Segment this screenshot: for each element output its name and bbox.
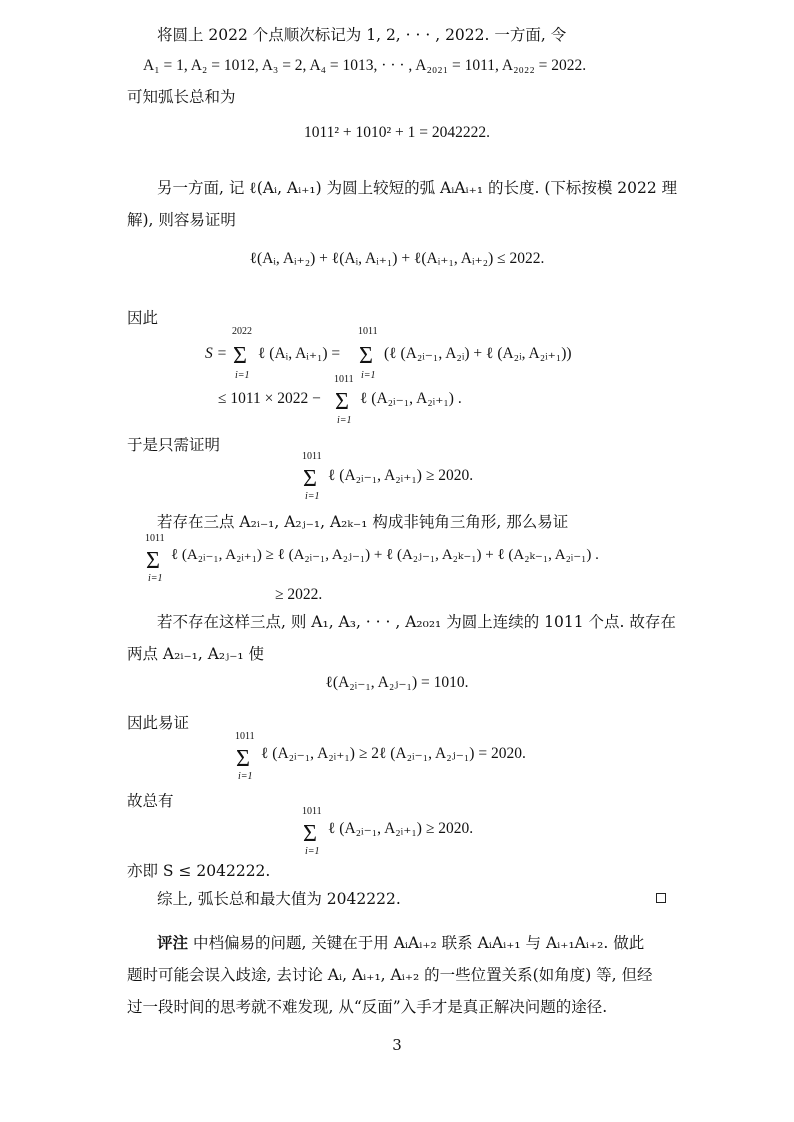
equation-easy-block — [0, 730, 794, 780]
intro-line: 将圆上 2022 个点顺次标记为 1, 2, · · · , 2022. 一方面, 令 — [157, 26, 567, 44]
arc-total-line: 可知弧长总和为 — [127, 88, 236, 106]
sum-sign: Σ — [359, 343, 373, 369]
page-number: 3 — [392, 1036, 402, 1054]
equation-always-block — [0, 805, 794, 855]
therefore-line: 因此 — [127, 309, 159, 327]
other-side-line-2: 解), 则容易证明 — [127, 211, 236, 229]
remark-label: 评注 — [157, 933, 189, 952]
sum-sign: Σ — [303, 466, 317, 492]
qed-square-icon — [656, 893, 666, 903]
sum-lower: i=1 — [305, 491, 320, 502]
sum-sign: Σ — [233, 343, 247, 369]
equation-easy-body: ℓ (A₂ᵢ₋₁, A₂ᵢ₊₁) ≥ 2ℓ (A₂ᵢ₋₁, A₂ⱼ₋₁) = 2020. — [261, 745, 526, 762]
equation-total: 1011² + 1010² + 1 = 2042222. — [303, 124, 491, 141]
S-bound-line: 亦即 S ≤ 2042222. — [127, 862, 271, 880]
equation-need-block — [0, 450, 794, 500]
remark-line-2: 题时可能会误入歧途, 去讨论 Aᵢ, Aᵢ₊₁, Aᵢ₊₂ 的一些位置关系(如角度) 等, 但经 — [127, 966, 653, 984]
sum-upper-1011: 1011 — [302, 451, 322, 462]
sum-upper-1011: 1011 — [145, 533, 165, 544]
remark-text-1: 中档偏易的问题, 关键在于用 AᵢAᵢ₊₂ 联系 AᵢAᵢ₊₁ 与 Aᵢ₊₁Aᵢ₊₂. 做此 — [192, 934, 645, 952]
assignment-line: A₁ = 1, A₂ = 1012, A₃ = 2, A₄ = 1013, · · · , A₂₀₂₁ = 1011, A₂₀₂₂ = 2022. — [143, 57, 587, 74]
sum-sign: Σ — [335, 389, 349, 415]
symbol-S: S = — [205, 345, 228, 362]
easy-prove-line: 因此易证 — [127, 714, 190, 732]
sum-lower: i=1 — [148, 573, 163, 584]
remark-line-1 — [0, 928, 794, 958]
sum-upper-1011: 1011 — [334, 374, 354, 385]
sum-sign: Σ — [146, 548, 160, 574]
sum-lower: i=1 — [235, 370, 250, 381]
other-side-line-1: 另一方面, 记 ℓ(Aᵢ, Aᵢ₊₁) 为圆上较短的弧 AᵢAᵢ₊₁ 的长度. (下标按模 2022 理 — [157, 179, 678, 197]
equation-exist-bound: ≥ 2022. — [275, 586, 323, 603]
equation-need-body: ℓ (A₂ᵢ₋₁, A₂ᵢ₊₁) ≥ 2020. — [328, 467, 474, 484]
equation-S-line-1-tail: (ℓ (A₂ᵢ₋₁, A₂ᵢ) + ℓ (A₂ᵢ, A₂ᵢ₊₁)) — [384, 345, 572, 362]
equation-triangle-inequality: ℓ(Aᵢ, Aᵢ₊₂) + ℓ(Aᵢ, Aᵢ₊₁) + ℓ(Aᵢ₊₁, Aᵢ₊₂) ≤ 2022. — [249, 250, 545, 267]
always-line: 故总有 — [127, 792, 174, 810]
equation-1010: ℓ(A₂ᵢ₋₁, A₂ⱼ₋₁) = 1010. — [325, 674, 469, 691]
equation-S-line-2-tail: ℓ (A₂ᵢ₋₁, A₂ᵢ₊₁) . — [360, 390, 462, 407]
exist-three-points-line: 若存在三点 A₂ᵢ₋₁, A₂ⱼ₋₁, A₂ₖ₋₁ 构成非钝角三角形, 那么易证 — [157, 513, 569, 531]
equation-exist-body: ℓ (A₂ᵢ₋₁, A₂ᵢ₊₁) ≥ ℓ (A₂ᵢ₋₁, A₂ⱼ₋₁) + ℓ (A₂ⱼ₋₁, A₂ₖ₋₁) + ℓ (A₂ₖ₋₁, A₂ᵢ₋₁) . — [171, 547, 599, 563]
sum-upper-1011: 1011 — [302, 806, 322, 817]
sum-upper-2022: 2022 — [232, 326, 252, 337]
equation-always-body: ℓ (A₂ᵢ₋₁, A₂ᵢ₊₁) ≥ 2020. — [328, 820, 474, 837]
conclusion-line: 综上, 弧长总和最大值为 2042222. — [157, 890, 401, 908]
not-exist-line-1: 若不存在这样三点, 则 A₁, A₃, · · · , A₂₀₂₁ 为圆上连续的 1011 个点. 故存在 — [157, 613, 676, 631]
sum-lower: i=1 — [361, 370, 376, 381]
sum-sign: Σ — [303, 821, 317, 847]
sum-lower: i=1 — [305, 846, 320, 857]
sum-lower: i=1 — [238, 771, 253, 782]
sum-upper-1011: 1011 — [358, 326, 378, 337]
equation-S-line-1-body: ℓ (Aᵢ, Aᵢ₊₁) = — [258, 345, 341, 362]
equation-S-line-2-head: ≤ 1011 × 2022 − — [218, 390, 321, 407]
remark-line-3: 过一段时间的思考就不难发现, 从“反面”入手才是真正解决问题的途径. — [127, 998, 608, 1016]
need-prove-line: 于是只需证明 — [127, 436, 221, 454]
equation-exist-block — [0, 532, 794, 582]
sum-sign: Σ — [236, 746, 250, 772]
not-exist-line-2: 两点 A₂ᵢ₋₁, A₂ⱼ₋₁ 使 — [127, 645, 265, 663]
sum-upper-1011: 1011 — [235, 731, 255, 742]
sum-lower: i=1 — [337, 415, 352, 426]
equation-S-block — [0, 325, 794, 425]
